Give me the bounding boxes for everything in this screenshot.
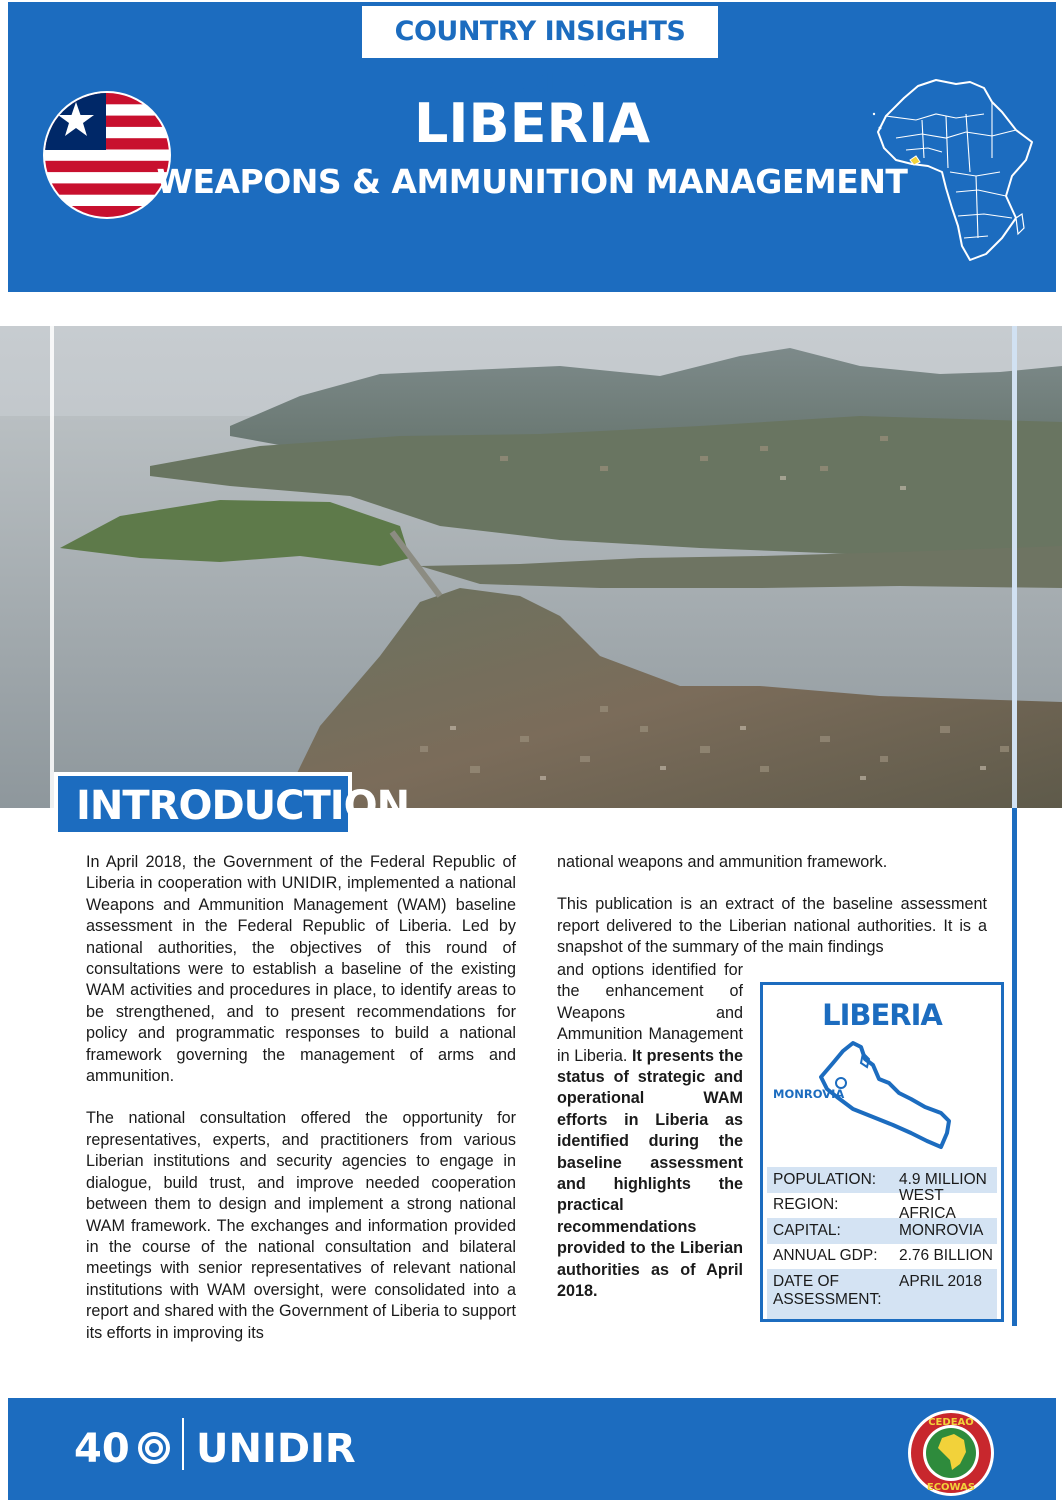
intro-highlight: It presents the status of strategic and operational WAM efforts in Liberia as identified during the baseline assessment and highlights the practical recommendations provided to the Liberian authorities as of April 2018. <box>557 1046 743 1301</box>
intro-column-right <box>557 852 987 959</box>
fact-label: REGION: <box>773 1196 839 1214</box>
intro-paragraph: This publication is an extract of the baseline assessment report delivered to the Liberian national authorities. It is a snapshot of the summary of the main findings <box>557 895 987 957</box>
intro-column-left <box>86 852 516 1365</box>
factbox-row <box>767 1269 997 1319</box>
fact-value: 4.9 MILLION <box>899 1170 987 1188</box>
fact-value: 2.76 BILLION <box>899 1247 993 1265</box>
aerial-photo <box>0 326 1062 808</box>
intro-text: and options identified for the enhancement of Weapons and Ammunition Management in Liberia. <box>557 961 743 1065</box>
ecowas-seal-logo <box>906 1408 996 1498</box>
africa-map-icon <box>866 68 1046 268</box>
intro-paragraph: In April 2018, the Government of the Federal Republic of Liberia in cooperation with UNIDIR, implemented a national Weapons and Ammunition Management (WAM) baseline assessment in the Federal Republic of Liberia. Led by national authorities, the objectives of this round of consultations were to establish a baseline of the existing WAM activities and procedures in place, to identify areas to be strengthened, and to present recommendations for policy and programmatic responses to build a national framework governing the management of arms and ammunition. <box>86 853 516 1086</box>
country-factbox <box>760 982 1004 1322</box>
section-heading-badge <box>54 772 410 832</box>
photo-frame-line <box>1012 326 1017 808</box>
capital-map-label: MONROVIA <box>773 1087 845 1101</box>
fact-value: MONROVIA <box>899 1221 984 1239</box>
liberia-outline-map <box>773 1037 967 1153</box>
intro-column-right-wrapped <box>557 960 743 1303</box>
fact-label: POPULATION: <box>773 1170 877 1188</box>
org-name: UNIDIR <box>196 1426 356 1472</box>
photo-frame-line <box>50 326 54 816</box>
factbox-row <box>767 1244 997 1270</box>
factbox-row <box>767 1218 997 1244</box>
fact-value: WEST AFRICA <box>899 1187 956 1223</box>
intro-paragraph: national weapons and ammunition framework. <box>557 853 888 871</box>
topic-subtitle: WEAPONS & AMMUNITION MANAGEMENT <box>156 162 908 201</box>
seal-top-text: CEDEAO <box>928 1417 974 1428</box>
factbox-row <box>767 1187 997 1223</box>
unidir-logo <box>74 1414 414 1474</box>
factbox-table <box>767 1167 997 1319</box>
cover-header <box>6 0 1058 294</box>
factbox-title: LIBERIA <box>822 998 942 1032</box>
fact-label: DATE OF ASSESSMENT: <box>773 1273 882 1308</box>
footer-bar <box>6 1396 1058 1502</box>
intro-paragraph: The national consultation offered the opportunity for representatives, experts, and practitioners from various Liberian institutions and security agencies to engage in dialogue, build trust, and improve needed cooperation between them to design and implement a strong national WAM framework. The exchanges and information provided in the course of the national consultation and bilateral meetings with senior representatives of relevant national institutions with WAM oversight, were consolidated into a report and shared with the Government of Liberia to support its efforts in improving its <box>86 1109 516 1342</box>
section-heading: INTRODUCTION <box>76 783 410 829</box>
seal-bottom-text: ECOWAS <box>926 1482 976 1493</box>
fact-value: APRIL 2018 <box>899 1273 983 1290</box>
country-title: LIBERIA <box>413 92 650 155</box>
fact-label: ANNUAL GDP: <box>773 1247 878 1265</box>
anniversary-number: 40 <box>74 1426 130 1472</box>
fact-label: CAPITAL: <box>773 1221 841 1239</box>
series-tag: COUNTRY INSIGHTS SERIES <box>362 6 718 58</box>
